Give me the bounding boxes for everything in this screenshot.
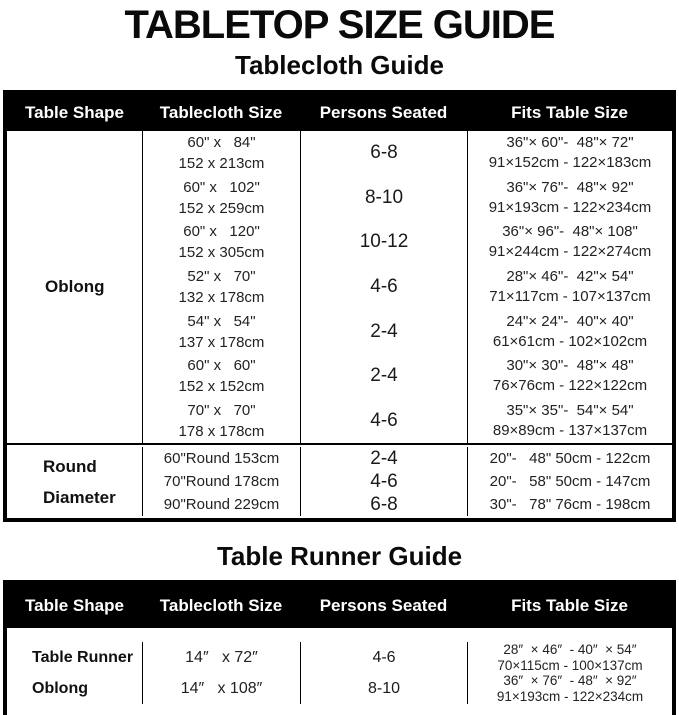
size-inches: 60" x 102" <box>183 178 260 196</box>
oblong-label: Oblong <box>32 680 88 698</box>
size-inches: 60" x 84" <box>187 134 256 152</box>
size-cm: 152 x 305cm <box>178 244 265 262</box>
fits-cm: 89×89cm - 137×137cm <box>492 421 648 439</box>
size-cell: 14″ x 108″ <box>142 673 300 704</box>
shape-cell-round-diameter <box>7 447 142 516</box>
fits-cm: 71×117cm - 107×137cm <box>489 288 651 306</box>
fits-cell <box>467 265 672 310</box>
fits-cm: 91×193cm - 122×234cm <box>488 198 652 216</box>
size-cell <box>142 131 300 176</box>
fits-cell <box>467 399 672 444</box>
fits-inches: 35"× 35"- 54"× 54" <box>506 401 634 419</box>
header-cell-table-shape: Table Shape <box>25 596 124 616</box>
fits-cell <box>467 309 672 354</box>
fits-inches: 28″ × 46″ - 40″ × 54″ <box>503 642 637 657</box>
persons-cell: 2-4 <box>300 354 467 399</box>
size-inches: 60" x 120" <box>183 223 260 241</box>
persons-cell: 4-6 <box>300 399 467 444</box>
oblong-section <box>7 131 672 443</box>
fits-inches: 36″ × 76″ - 48″ × 92″ <box>503 673 637 688</box>
runner-guide-title: Table Runner Guide <box>216 541 463 572</box>
size-cm: 137 x 178cm <box>178 333 265 351</box>
round-label: Round <box>43 456 97 476</box>
shape-cell-table-runner <box>7 642 142 704</box>
size-cell: 90"Round 229cm <box>142 493 300 516</box>
runner-section <box>7 628 672 715</box>
runner-guide-table <box>3 580 676 715</box>
fits-cell <box>467 642 672 673</box>
header-cell-table-shape: Table Shape <box>25 102 124 122</box>
table-runner-label: Table Runner <box>32 649 134 667</box>
page-title: TABLETOP SIZE GUIDE <box>124 3 555 47</box>
size-inches: 70" x 70" <box>187 401 256 419</box>
persons-cell: 2-4 <box>300 309 467 354</box>
size-inches: 54" x 54" <box>187 312 256 330</box>
size-cm: 152 x 259cm <box>178 199 265 217</box>
fits-cm: 91×244cm - 122×274cm <box>488 243 652 261</box>
shape-cell-oblong <box>7 131 142 443</box>
size-cell: 14″ x 72″ <box>142 642 300 673</box>
persons-cell: 10-12 <box>300 220 467 265</box>
fits-inches: 36"× 76"- 48"× 92" <box>506 178 634 196</box>
header-cell-fits-table-size: Fits Table Size <box>511 102 628 122</box>
size-cell <box>142 220 300 265</box>
fits-inches: 36"× 96"- 48"× 108" <box>502 223 638 241</box>
fits-cm: 91×193cm - 122×234cm <box>496 688 644 704</box>
fits-inches: 28"× 46"- 42"× 54" <box>506 268 634 286</box>
size-cm: 152 x 213cm <box>178 155 265 173</box>
fits-inches: 36"× 60"- 48"× 72" <box>506 134 634 152</box>
persons-cell: 6-8 <box>300 131 467 176</box>
size-cm: 132 x 178cm <box>178 289 265 307</box>
fits-cell <box>467 673 672 704</box>
fits-cm: 70×115cm - 100×137cm <box>497 657 643 673</box>
header-cell-tablecloth-size: Tablecloth Size <box>159 596 283 616</box>
size-cell <box>142 399 300 444</box>
oblong-label: Oblong <box>45 277 105 297</box>
tablecloth-table-header <box>7 94 672 131</box>
diameter-label: Diameter <box>43 487 116 507</box>
fits-cell: 20"- 48" 50cm - 122cm <box>467 447 672 470</box>
size-cm: 152 x 152cm <box>178 378 265 396</box>
fits-cm: 61×61cm - 102×102cm <box>492 332 648 350</box>
header-cell-fits-table-size: Fits Table Size <box>511 596 628 616</box>
size-inches: 60" x 60" <box>187 357 256 375</box>
runner-table-header <box>7 584 672 628</box>
size-cm: 178 x 178cm <box>178 422 265 440</box>
header-cell-persons-seated: Persons Seated <box>319 102 448 122</box>
persons-cell: 4-6 <box>300 470 467 493</box>
fits-cell <box>467 176 672 221</box>
fits-cell <box>467 131 672 176</box>
persons-cell: 2-4 <box>300 447 467 470</box>
persons-cell: 6-8 <box>300 493 467 516</box>
tablecloth-guide-table <box>3 90 676 522</box>
round-section <box>7 443 672 518</box>
fits-cell <box>467 220 672 265</box>
size-cell <box>142 354 300 399</box>
size-inches: 52" x 70" <box>187 268 256 286</box>
fits-cm: 91×152cm - 122×183cm <box>488 154 652 172</box>
size-cell: 70"Round 178cm <box>142 470 300 493</box>
size-cell <box>142 176 300 221</box>
tablecloth-guide-title: Tablecloth Guide <box>235 50 444 80</box>
size-cell: 60"Round 153cm <box>142 447 300 470</box>
fits-inches: 24"× 24"- 40"× 40" <box>506 312 634 330</box>
fits-cell: 20"- 58" 50cm - 147cm <box>467 470 672 493</box>
fits-cm: 76×76cm - 122×122cm <box>492 377 648 395</box>
fits-inches: 30"× 30"- 48"× 48" <box>506 357 634 375</box>
persons-cell: 8-10 <box>300 176 467 221</box>
header-cell-tablecloth-size: Tablecloth Size <box>159 102 283 122</box>
persons-cell: 8-10 <box>300 673 467 704</box>
header-cell-persons-seated: Persons Seated <box>319 596 448 616</box>
persons-cell: 4-6 <box>300 642 467 673</box>
size-cell <box>142 309 300 354</box>
fits-cell: 30"- 78" 76cm - 198cm <box>467 493 672 516</box>
size-cell <box>142 265 300 310</box>
fits-cell <box>467 354 672 399</box>
persons-cell: 4-6 <box>300 265 467 310</box>
